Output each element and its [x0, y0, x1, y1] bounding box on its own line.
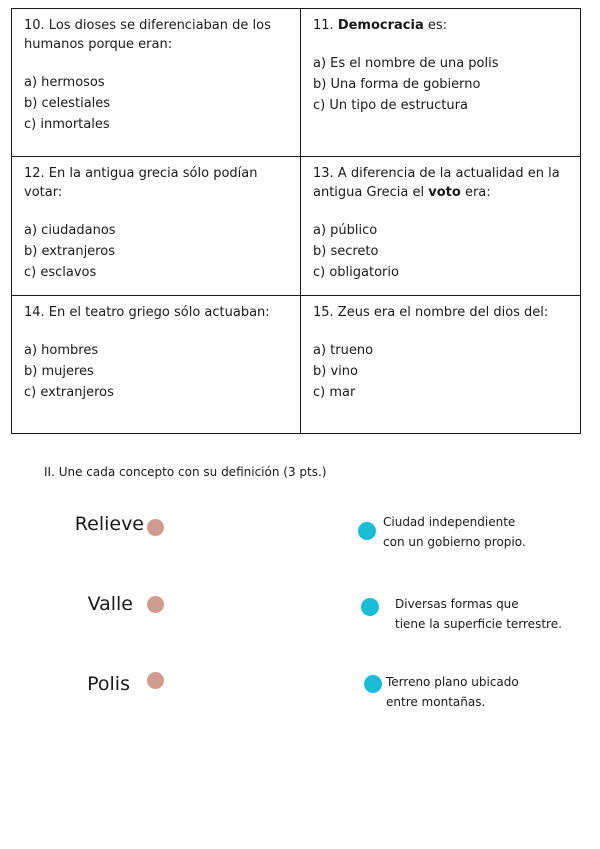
option-b: b) extranjeros [24, 244, 115, 259]
option-a: a) público [313, 223, 378, 238]
question-text: 14. En el teatro griego sólo actuaban: [24, 305, 270, 320]
option-a: a) trueno [313, 343, 374, 358]
term-valle: Valle [87, 593, 133, 615]
option-c: c) mar [313, 385, 356, 400]
questions-table [11, 8, 581, 434]
option-c: c) esclavos [24, 265, 97, 280]
option-b: b) Una forma de gobierno [313, 77, 481, 92]
option-c: c) inmortales [24, 117, 110, 132]
definition-dot-2[interactable] [361, 598, 379, 616]
question-text: 13. A diferencia de la actualidad en la antigua Grecia el voto era: [313, 166, 560, 200]
option-b: b) mujeres [24, 364, 94, 379]
option-c: c) obligatorio [313, 265, 399, 280]
bold-term: Democracia [337, 18, 424, 33]
question-text: 10. Los dioses se diferenciaban de los humanos porque eran: [24, 18, 271, 52]
question-13 [301, 157, 580, 296]
term-dot-polis[interactable] [147, 672, 164, 689]
question-text: 12. En la antigua grecia sólo podían votar: [24, 166, 258, 200]
option-c: c) extranjeros [24, 385, 114, 400]
term-dot-valle[interactable] [147, 596, 164, 613]
term-polis: Polis [87, 673, 130, 695]
question-14 [12, 296, 301, 433]
question-11 [301, 9, 580, 157]
option-a: a) hombres [24, 343, 99, 358]
option-a: a) Es el nombre de una polis [313, 56, 499, 71]
question-12 [12, 157, 301, 296]
question-text: 15. Zeus era el nombre del dios del: [313, 305, 549, 320]
option-a: a) ciudadanos [24, 223, 116, 238]
option-b: b) secreto [313, 244, 379, 259]
definition-dot-3[interactable] [364, 675, 382, 693]
definition-formas: Diversas formas que tiene la superficie terrestre. [395, 597, 562, 631]
option-c: c) Un tipo de estructura [313, 98, 468, 113]
term-relieve: Relieve [74, 513, 144, 535]
term-dot-relieve[interactable] [147, 519, 164, 536]
definition-ciudad: Ciudad independiente con un gobierno propio. [383, 515, 526, 549]
definition-terreno: Terreno plano ubicado entre montañas. [386, 675, 519, 709]
option-b: b) celestiales [24, 96, 111, 111]
question-15 [301, 296, 580, 433]
question-text: 11. Democracia es: [313, 18, 448, 33]
definition-dot-1[interactable] [358, 522, 376, 540]
option-b: b) vino [313, 364, 358, 379]
matching-section-title: II. Une cada concepto con su definición (3 pts.) [44, 465, 327, 479]
option-a: a) hermosos [24, 75, 105, 90]
bold-term: voto [428, 185, 461, 200]
question-10 [12, 9, 301, 157]
